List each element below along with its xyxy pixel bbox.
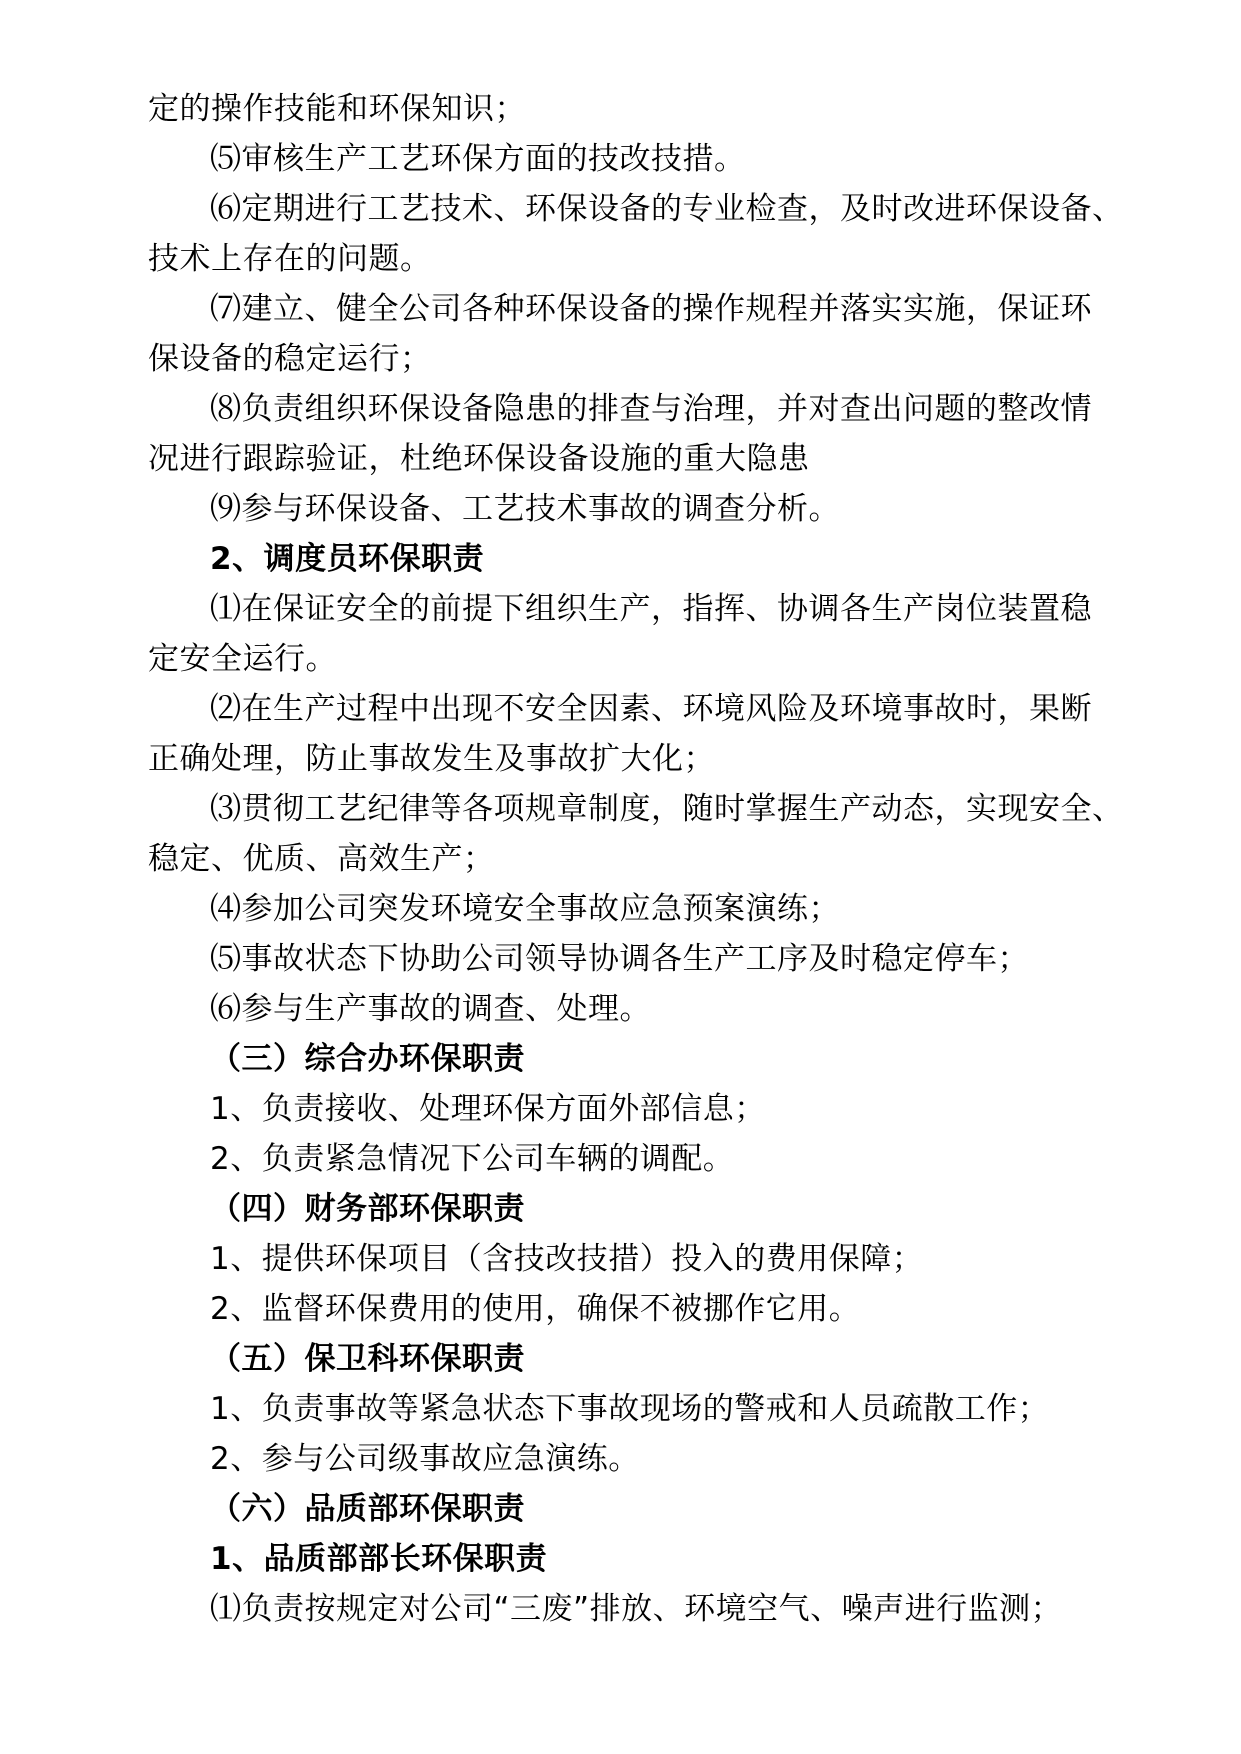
section-heading: 2、调度员环保职责 [210, 541, 485, 577]
text-line: ⑵在生产过程中出现不安全因素、环境风险及环境事故时，果断 [210, 691, 1092, 727]
text-line: 1、负责事故等紧急状态下事故现场的警戒和人员疏散工作； [210, 1391, 1050, 1427]
text-line: 保设备的稳定运行； [148, 341, 432, 377]
text-line: 正确处理，防止事故发生及事故扩大化； [148, 741, 715, 777]
subsection-heading: 1、品质部部长环保职责 [210, 1541, 548, 1577]
text-line: 2、监督环保费用的使用，确保不被挪作它用。 [210, 1291, 861, 1327]
text-line: ⑸审核生产工艺环保方面的技改技措。 [210, 141, 746, 177]
text-line: 2、参与公司级事故应急演练。 [210, 1441, 640, 1477]
text-line: ⑼参与环保设备、工艺技术事故的调查分析。 [210, 491, 840, 527]
text-line: ⑴负责按规定对公司“三废”排放、环境空气、噪声进行监测； [210, 1591, 1063, 1627]
text-line: ⑶贯彻工艺纪律等各项规章制度，随时掌握生产动态，实现安全、 [210, 791, 1124, 827]
text-line: 1、负责接收、处理环保方面外部信息； [210, 1091, 766, 1127]
section-heading: （四）财务部环保职责 [210, 1191, 525, 1227]
text-line: 况进行跟踪验证，杜绝环保设备设施的重大隐患 [148, 441, 810, 477]
text-line: ⑹定期进行工艺技术、环保设备的专业检查，及时改进环保设备、 [210, 191, 1124, 227]
document-page [148, 84, 1138, 1634]
section-heading: （六）品质部环保职责 [210, 1491, 525, 1527]
text-line: ⑻负责组织环保设备隐患的排查与治理，并对查出问题的整改情 [210, 391, 1092, 427]
section-heading: （五）保卫科环保职责 [210, 1341, 525, 1377]
text-line: ⑷参加公司突发环境安全事故应急预案演练； [210, 891, 840, 927]
text-line: 定安全运行。 [148, 641, 337, 677]
text-line: 2、负责紧急情况下公司车辆的调配。 [210, 1141, 735, 1177]
text-line: 定的操作技能和环保知识； [148, 91, 526, 127]
text-line: 技术上存在的问题。 [148, 241, 432, 277]
section-heading: （三）综合办环保职责 [210, 1041, 525, 1077]
text-line: ⑹参与生产事故的调查、处理。 [210, 991, 651, 1027]
text-line: ⑺建立、健全公司各种环保设备的操作规程并落实实施，保证环 [210, 291, 1092, 327]
text-line: ⑸事故状态下协助公司领导协调各生产工序及时稳定停车； [210, 941, 1029, 977]
text-line: 1、提供环保项目（含技改技措）投入的费用保障； [210, 1241, 924, 1277]
text-line: ⑴在保证安全的前提下组织生产，指挥、协调各生产岗位装置稳 [210, 591, 1092, 627]
text-line: 稳定、优质、高效生产； [148, 841, 495, 877]
